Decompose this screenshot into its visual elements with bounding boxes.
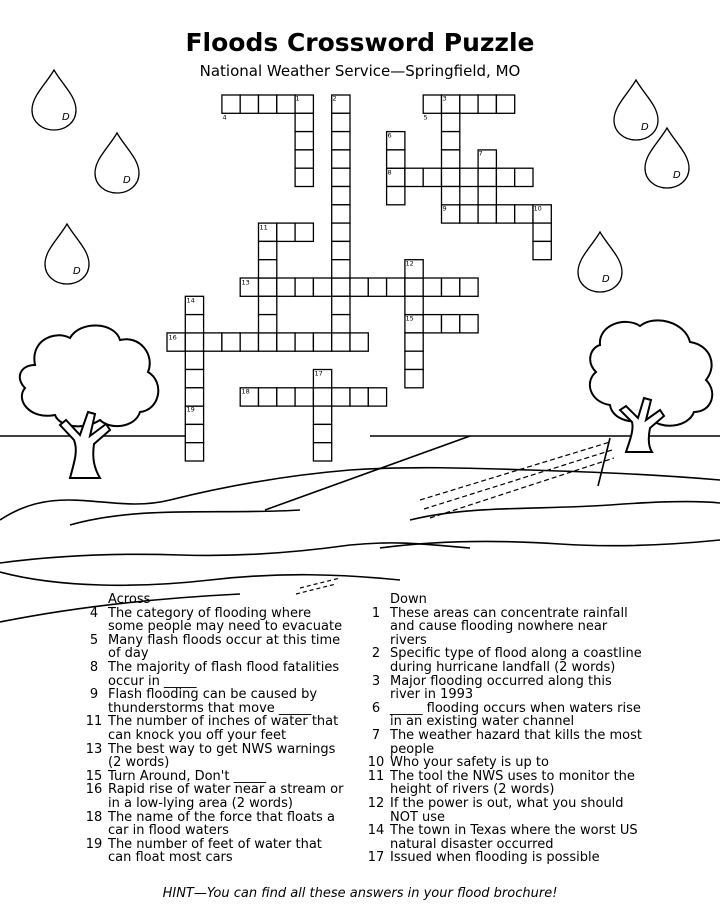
raindrop-letter: D: [602, 274, 610, 285]
clue-number: 11: [367, 768, 385, 784]
clue-text: The tool the NWS uses to monitor the height of rivers (2 words): [390, 768, 635, 798]
crossword-cell[interactable]: [222, 95, 240, 113]
crossword-cell[interactable]: [313, 406, 331, 424]
grid-number-16: 16: [168, 333, 177, 342]
crossword-cell[interactable]: [423, 278, 441, 296]
crossword-cell[interactable]: [240, 333, 258, 351]
clue-item: [80, 634, 345, 661]
crossword-cell[interactable]: [533, 241, 551, 259]
clue-text: The weather hazard that kills the most people: [390, 727, 642, 757]
grid-number-18: 18: [241, 387, 250, 396]
tree-icon: [20, 325, 159, 478]
down-heading: Down: [390, 592, 427, 607]
crossword-cell[interactable]: [515, 168, 533, 186]
crossword-cell[interactable]: [295, 113, 313, 131]
crossword-cell[interactable]: [295, 168, 313, 186]
crossword-cell[interactable]: [185, 388, 203, 406]
page-subtitle: National Weather Service—Springfield, MO: [199, 62, 521, 80]
crossword-cell[interactable]: [405, 168, 423, 186]
grid-number-10: 10: [533, 204, 542, 213]
clue-item: [80, 688, 345, 715]
grid-number-4: 4: [222, 113, 227, 122]
crossword-cell[interactable]: [423, 168, 441, 186]
clue-number: 13: [85, 741, 103, 757]
grid-number-12: 12: [405, 259, 414, 268]
crossword-cell[interactable]: [332, 150, 350, 168]
crossword-cell[interactable]: [259, 260, 277, 278]
raindrop-letter: D: [73, 266, 81, 277]
clue-text: The town in Texas where the worst US natural disaster occurred: [390, 823, 638, 852]
raindrop-icon: [95, 133, 139, 193]
across-heading: Across: [108, 592, 151, 607]
crossword-cell[interactable]: [313, 333, 331, 351]
tree-icon: [590, 320, 712, 452]
grid-number-13: 13: [241, 278, 250, 287]
crossword-cell[interactable]: [185, 424, 203, 442]
crossword-cell[interactable]: [533, 223, 551, 241]
clue-item: [80, 783, 345, 810]
raindrop-icon: [614, 80, 658, 140]
crossword-cell[interactable]: [277, 223, 295, 241]
clue-number: 14: [367, 823, 385, 839]
clue-text: Many flash floods occur at this time of day: [108, 632, 341, 662]
crossword-cell[interactable]: [350, 333, 368, 351]
crossword-cell[interactable]: [423, 95, 441, 113]
crossword-cell[interactable]: [222, 333, 240, 351]
grid-number-17: 17: [314, 369, 323, 378]
clue-item: [80, 838, 345, 865]
crossword-cell[interactable]: [259, 278, 277, 296]
clue-text: Major flooding occurred along this river in 1993: [390, 673, 612, 703]
crossword-cell[interactable]: [277, 278, 295, 296]
grid-number-19: 19: [186, 405, 195, 414]
clue-number: 12: [367, 795, 385, 811]
crossword-cell[interactable]: [277, 333, 295, 351]
crossword-cell[interactable]: [460, 315, 478, 333]
crossword-cell[interactable]: [295, 132, 313, 150]
crossword-cell[interactable]: [442, 132, 460, 150]
raindrop-letter: D: [123, 175, 131, 186]
clue-number: 10: [367, 755, 385, 771]
crossword-cell[interactable]: [259, 333, 277, 351]
grid-number-6: 6: [387, 131, 392, 140]
raindrop-icon: [45, 224, 89, 284]
crossword-grid: [167, 95, 551, 461]
grid-number-11: 11: [259, 223, 268, 232]
crossword-cell[interactable]: [496, 95, 514, 113]
crossword-cell[interactable]: [460, 278, 478, 296]
clue-text: Who your safety is up to: [390, 755, 549, 771]
crossword-cell[interactable]: [204, 333, 222, 351]
clue-text: The number of feet of water that can float most cars: [108, 836, 322, 866]
crossword-cell[interactable]: [259, 315, 277, 333]
grid-number-5: 5: [423, 113, 428, 122]
down-clues: [362, 593, 642, 865]
clue-item: [362, 797, 642, 824]
crossword-cell[interactable]: [405, 370, 423, 388]
crossword-cell[interactable]: [185, 370, 203, 388]
clue-item: [80, 715, 345, 742]
crossword-cell[interactable]: [259, 296, 277, 314]
raindrop-icon: [578, 232, 622, 292]
clue-number: 11: [85, 714, 103, 730]
clue-number: 19: [85, 836, 103, 852]
crossword-cell[interactable]: [442, 113, 460, 131]
crossword-cell[interactable]: [405, 351, 423, 369]
clue-text: If the power is out, what you should NOT use: [390, 795, 624, 825]
clue-item: [362, 824, 642, 851]
crossword-cell[interactable]: [515, 205, 533, 223]
crossword-cell[interactable]: [332, 278, 350, 296]
crossword-cell[interactable]: [460, 205, 478, 223]
crossword-cell[interactable]: [405, 278, 423, 296]
grid-number-7: 7: [478, 149, 483, 158]
clue-text: _____ flooding occurs when waters rise in an existing water channel: [390, 700, 641, 730]
clue-number: 16: [85, 782, 103, 798]
clue-text: Issued when flooding is possible: [390, 850, 600, 866]
crossword-cell[interactable]: [332, 187, 350, 205]
clue-item: [362, 729, 642, 756]
crossword-cell[interactable]: [277, 388, 295, 406]
crossword-cell[interactable]: [295, 150, 313, 168]
crossword-cell[interactable]: [332, 168, 350, 186]
raindrop-letter: D: [62, 112, 70, 123]
crossword-cell[interactable]: [368, 388, 386, 406]
grid-number-9: 9: [442, 204, 447, 213]
crossword-cell[interactable]: [332, 205, 350, 223]
crossword-cell[interactable]: [387, 187, 405, 205]
clue-number: 4: [89, 605, 99, 621]
clue-number: 17: [367, 850, 385, 866]
clue-text: The category of flooding where some people may need to evacuate: [108, 605, 343, 635]
clue-text: Flash flooding can be caused by thunderstorms that move _____: [108, 687, 318, 716]
clue-number: 15: [85, 768, 103, 784]
crossword-cell[interactable]: [185, 333, 203, 351]
grid-number-2: 2: [332, 94, 337, 103]
clue-item: [362, 851, 642, 865]
crossword-cell[interactable]: [496, 205, 514, 223]
hint-text: HINT—You can find all these answers in your flood brochure!: [162, 886, 558, 901]
crossword-cell[interactable]: [332, 296, 350, 314]
crossword-cell[interactable]: [185, 351, 203, 369]
clue-item: [362, 756, 642, 770]
clue-item: [80, 743, 345, 770]
clue-item: [362, 647, 642, 674]
grid-number-1: 1: [295, 94, 300, 103]
crossword-cell[interactable]: [332, 113, 350, 131]
clue-item: [80, 607, 345, 634]
clue-text: Specific type of flood along a coastline during hurricane landfall (2 words): [390, 646, 642, 675]
clue-item: [362, 702, 642, 729]
clue-item: [362, 770, 642, 797]
crossword-cell[interactable]: [387, 278, 405, 296]
clue-number: 5: [89, 632, 99, 648]
crossword-cell[interactable]: [295, 223, 313, 241]
crossword-cell[interactable]: [478, 168, 496, 186]
crossword-cell[interactable]: [442, 315, 460, 333]
clue-text: The name of the force that floats a car in flood waters: [108, 809, 335, 839]
grid-number-3: 3: [442, 94, 447, 103]
clue-number: 3: [371, 673, 381, 689]
crossword-cell[interactable]: [295, 333, 313, 351]
crossword-cell[interactable]: [332, 333, 350, 351]
crossword-cell[interactable]: [405, 333, 423, 351]
raindrop-letter: D: [641, 122, 649, 133]
grid-number-15: 15: [405, 314, 414, 323]
crossword-cell[interactable]: [259, 241, 277, 259]
crossword-cell[interactable]: [350, 388, 368, 406]
clue-number: 18: [85, 809, 103, 825]
clue-text: Rapid rise of water near a stream or in a low-lying area (2 words): [108, 782, 344, 811]
crossword-cell[interactable]: [259, 95, 277, 113]
crossword-cell[interactable]: [478, 205, 496, 223]
raindrop-letter: D: [673, 170, 681, 181]
grid-number-8: 8: [387, 168, 392, 177]
crossword-cell[interactable]: [332, 388, 350, 406]
crossword-cell[interactable]: [313, 443, 331, 461]
clue-text: The majority of flash flood fatalities occur in _____: [108, 659, 340, 689]
crossword-cell[interactable]: [332, 223, 350, 241]
clue-text: Turn Around, Don't _____: [108, 768, 267, 784]
clue-item: [362, 675, 642, 702]
crossword-cell[interactable]: [460, 168, 478, 186]
crossword-cell[interactable]: [478, 95, 496, 113]
clue-text: The best way to get NWS warnings (2 words): [108, 741, 336, 771]
crossword-cell[interactable]: [442, 187, 460, 205]
raindrop-icon: [645, 128, 689, 188]
clue-number: 6: [371, 700, 381, 716]
crossword-cell[interactable]: [442, 278, 460, 296]
clue-number: 9: [89, 687, 99, 703]
clue-number: 2: [371, 646, 381, 662]
raindrop-icon: [32, 70, 76, 130]
crossword-cell[interactable]: [405, 296, 423, 314]
clue-item: [362, 607, 642, 648]
crossword-cell[interactable]: [423, 315, 441, 333]
clue-number: 8: [89, 659, 99, 675]
crossword-cell[interactable]: [259, 388, 277, 406]
clue-text: These areas can concentrate rainfall and cause flooding nowhere near rivers: [390, 605, 628, 648]
crossword-cell[interactable]: [295, 388, 313, 406]
clue-item: [80, 770, 345, 784]
crossword-cell[interactable]: [478, 187, 496, 205]
crossword-cell[interactable]: [313, 278, 331, 296]
crossword-cell[interactable]: [185, 443, 203, 461]
page-title: Floods Crossword Puzzle: [185, 28, 535, 57]
crossword-cell[interactable]: [332, 132, 350, 150]
crossword-cell[interactable]: [332, 260, 350, 278]
clue-item: [80, 811, 345, 838]
crossword-cell[interactable]: [295, 278, 313, 296]
grid-number-14: 14: [186, 296, 195, 305]
crossword-cell[interactable]: [313, 388, 331, 406]
crossword-cell[interactable]: [185, 315, 203, 333]
crossword-cell[interactable]: [240, 95, 258, 113]
crossword-cell[interactable]: [313, 424, 331, 442]
clue-number: 1: [371, 605, 381, 621]
clue-text: The number of inches of water that can knock you off your feet: [108, 714, 339, 743]
crossword-cell[interactable]: [442, 150, 460, 168]
crossword-cell[interactable]: [442, 168, 460, 186]
clue-item: [80, 661, 345, 688]
crossword-cell[interactable]: [368, 278, 386, 296]
crossword-cell[interactable]: [350, 278, 368, 296]
crossword-cell[interactable]: [277, 95, 295, 113]
crossword-cell[interactable]: [332, 315, 350, 333]
across-clues: [80, 593, 345, 865]
crossword-cell[interactable]: [332, 241, 350, 259]
clue-number: 7: [371, 727, 381, 743]
crossword-cell[interactable]: [460, 95, 478, 113]
crossword-cell[interactable]: [496, 168, 514, 186]
crossword-cell[interactable]: [387, 150, 405, 168]
